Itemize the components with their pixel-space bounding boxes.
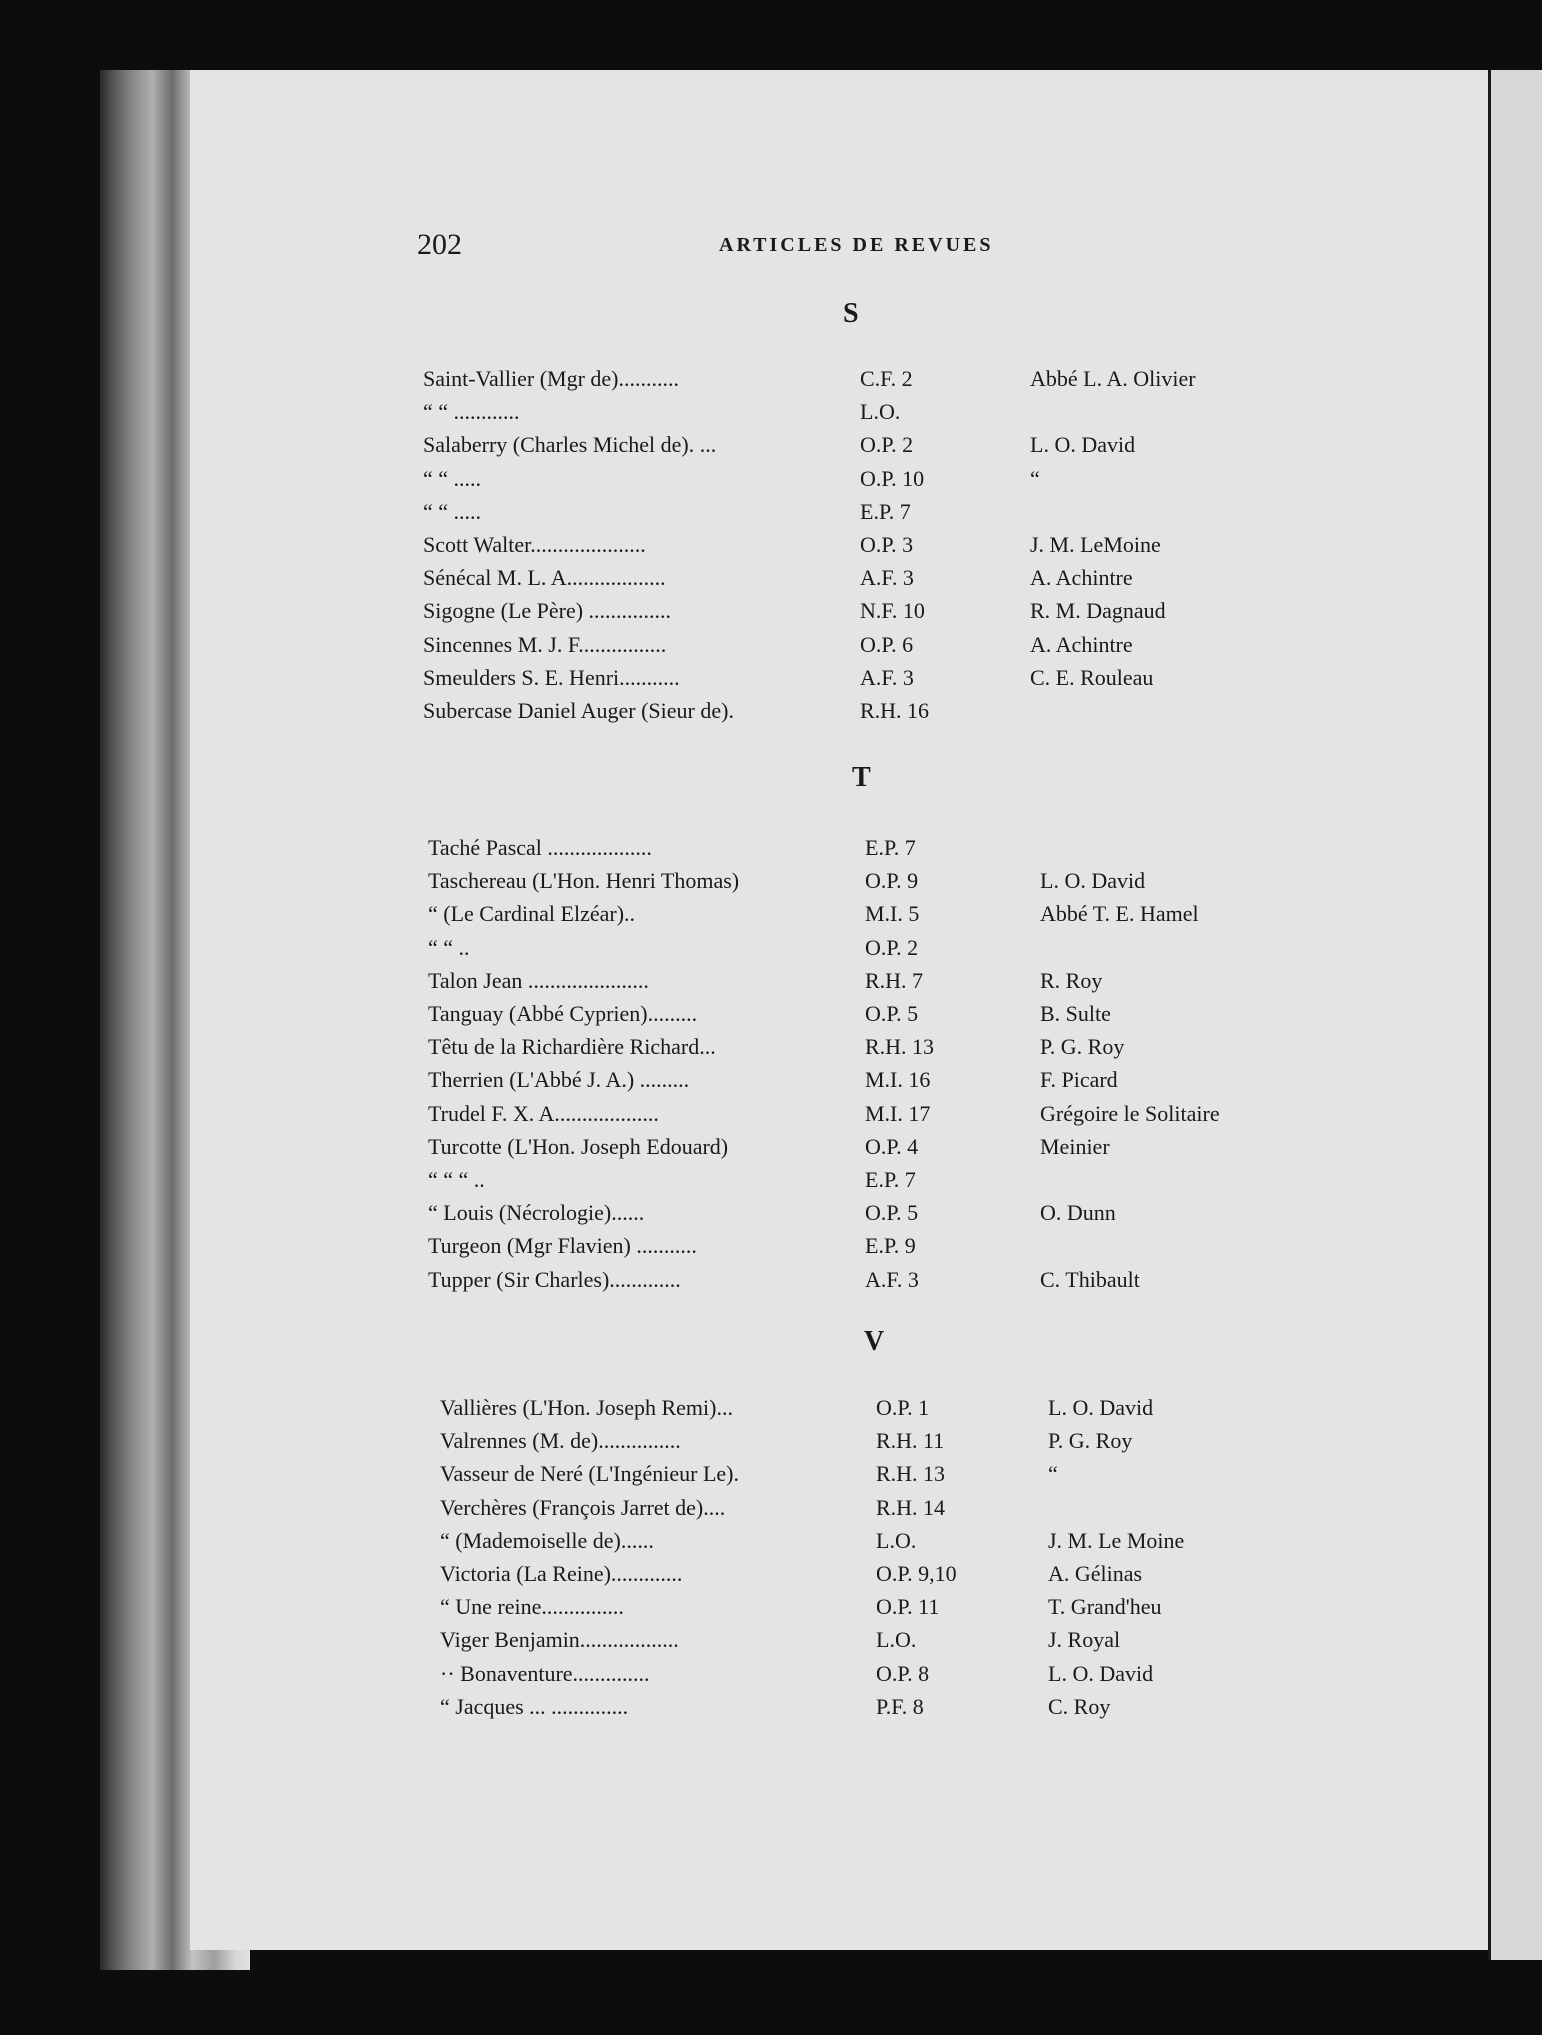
index-entry bbox=[428, 1067, 1328, 1099]
entry-author: A. Gélinas bbox=[1048, 1561, 1143, 1586]
entry-subject: “ (Le Cardinal Elzéar).. bbox=[428, 901, 636, 927]
entry-author: C. E. Rouleau bbox=[1030, 664, 1154, 690]
entry-author: T. Grand'heu bbox=[1048, 1594, 1162, 1620]
index-entry bbox=[423, 632, 1323, 664]
entry-subject: “ “ “ .. bbox=[428, 1167, 485, 1192]
entry-journal-ref: O.P. 2 bbox=[865, 934, 919, 960]
entry-author: F. Picard bbox=[1040, 1067, 1118, 1093]
entry-subject: “ (Mademoiselle de)...... bbox=[440, 1527, 654, 1553]
index-entry bbox=[428, 835, 1328, 867]
entry-journal-ref: A.F. 3 bbox=[860, 664, 914, 690]
entry-subject: Sigogne (Le Père) ............... bbox=[423, 598, 672, 624]
running-head-title: ARTICLES DE REVUES bbox=[719, 234, 994, 256]
entry-author: P. G. Roy bbox=[1048, 1428, 1133, 1454]
running-head bbox=[417, 228, 1017, 268]
section-letter-v: V bbox=[864, 1326, 885, 1357]
entry-subject: Sénécal M. L. A.................. bbox=[423, 565, 666, 591]
index-entry bbox=[428, 1233, 1328, 1265]
entry-subject: Viger Benjamin.................. bbox=[440, 1627, 679, 1653]
entry-journal-ref: L.O. bbox=[876, 1527, 917, 1553]
entry-author: R. Roy bbox=[1040, 967, 1103, 993]
index-entry bbox=[423, 499, 1323, 531]
entry-author: A. Achintre bbox=[1030, 565, 1133, 591]
entry-journal-ref: A.F. 3 bbox=[865, 1266, 919, 1292]
entry-subject: Valrennes (M. de)............... bbox=[440, 1428, 681, 1454]
index-entry bbox=[440, 1428, 1340, 1460]
entry-subject: Vallières (L'Hon. Joseph Remi)... bbox=[440, 1395, 733, 1420]
entry-author: B. Sulte bbox=[1040, 1001, 1111, 1026]
entry-journal-ref: O.P. 8 bbox=[876, 1660, 930, 1686]
index-entry bbox=[440, 1661, 1340, 1693]
entry-journal-ref: O.P. 6 bbox=[860, 631, 914, 657]
entry-author: O. Dunn bbox=[1040, 1200, 1116, 1226]
entry-subject: Smeulders S. E. Henri........... bbox=[423, 664, 680, 690]
index-entry bbox=[423, 665, 1323, 697]
entry-journal-ref: E.P. 7 bbox=[860, 498, 911, 524]
entry-author: J. M. LeMoine bbox=[1030, 532, 1161, 557]
entry-author: Grégoire le Solitaire bbox=[1040, 1100, 1220, 1126]
index-entry bbox=[440, 1594, 1340, 1626]
index-entry bbox=[428, 1267, 1328, 1299]
entry-subject: “ “ ..... bbox=[423, 465, 482, 491]
index-entry bbox=[423, 598, 1323, 630]
entry-author: L. O. David bbox=[1030, 432, 1136, 458]
entry-journal-ref: L.O. bbox=[860, 399, 901, 425]
index-entry bbox=[440, 1561, 1340, 1593]
facing-page-edge bbox=[1488, 70, 1542, 1960]
index-entry bbox=[423, 432, 1323, 464]
entry-journal-ref: L.O. bbox=[876, 1627, 917, 1653]
entry-journal-ref: R.H. 11 bbox=[876, 1428, 945, 1454]
entry-subject: Turgeon (Mgr Flavien) ........... bbox=[428, 1233, 697, 1259]
entry-subject: Trudel F. X. A................... bbox=[428, 1100, 659, 1126]
entry-journal-ref: R.H. 7 bbox=[865, 967, 924, 993]
entry-subject: Sincennes M. J. F................ bbox=[423, 631, 667, 657]
entry-journal-ref: E.P. 7 bbox=[865, 1167, 916, 1192]
entry-subject: Saint-Vallier (Mgr de)........... bbox=[423, 366, 679, 391]
entry-author: “ bbox=[1048, 1461, 1058, 1487]
entry-journal-ref: M.I. 16 bbox=[865, 1067, 931, 1093]
index-entry bbox=[428, 1101, 1328, 1133]
entry-subject: Tanguay (Abbé Cyprien)......... bbox=[428, 1001, 698, 1026]
index-entry bbox=[440, 1627, 1340, 1659]
entry-subject: Talon Jean ...................... bbox=[428, 967, 649, 993]
index-entry bbox=[423, 399, 1323, 431]
index-entry bbox=[423, 532, 1323, 564]
index-entry bbox=[428, 935, 1328, 967]
entry-journal-ref: M.I. 17 bbox=[865, 1100, 931, 1126]
entry-subject: Therrien (L'Abbé J. A.) ......... bbox=[428, 1067, 690, 1093]
index-entry bbox=[440, 1694, 1340, 1726]
page-number: 202 bbox=[417, 228, 462, 261]
entry-author: Abbé L. A. Olivier bbox=[1030, 366, 1196, 391]
entry-author: Meinier bbox=[1040, 1133, 1110, 1159]
entry-subject: Turcotte (L'Hon. Joseph Edouard) bbox=[428, 1133, 729, 1159]
index-entry bbox=[428, 1034, 1328, 1066]
entry-subject: Scott Walter..................... bbox=[423, 532, 646, 557]
entry-journal-ref: P.F. 8 bbox=[876, 1693, 924, 1719]
index-entry bbox=[423, 565, 1323, 597]
entry-journal-ref: O.P. 9 bbox=[865, 868, 919, 894]
entry-subject: “ “ .. bbox=[428, 934, 470, 960]
entry-subject: Verchères (François Jarret de).... bbox=[440, 1494, 726, 1520]
entry-author: C. Thibault bbox=[1040, 1266, 1140, 1292]
entry-author: C. Roy bbox=[1048, 1693, 1111, 1719]
index-entry bbox=[428, 1001, 1328, 1033]
entry-journal-ref: O.P. 1 bbox=[876, 1395, 930, 1420]
index-entry bbox=[440, 1461, 1340, 1493]
entry-subject: “ “ ..... bbox=[423, 498, 482, 524]
entry-subject: “ Louis (Nécrologie)...... bbox=[428, 1200, 645, 1226]
entry-journal-ref: O.P. 4 bbox=[865, 1133, 919, 1159]
entry-author: R. M. Dagnaud bbox=[1030, 598, 1166, 624]
entry-author: J. M. Le Moine bbox=[1048, 1527, 1185, 1553]
entry-author: “ bbox=[1030, 465, 1040, 491]
entry-subject: Victoria (La Reine)............. bbox=[440, 1561, 683, 1586]
entry-journal-ref: R.H. 13 bbox=[876, 1461, 946, 1487]
entry-author: P. G. Roy bbox=[1040, 1034, 1125, 1060]
entry-journal-ref: E.P. 7 bbox=[865, 835, 916, 860]
entry-journal-ref: E.P. 9 bbox=[865, 1233, 916, 1259]
entry-author: A. Achintre bbox=[1030, 631, 1133, 657]
entry-journal-ref: O.P. 9,10 bbox=[876, 1561, 957, 1586]
entry-journal-ref: O.P. 5 bbox=[865, 1001, 919, 1026]
entry-journal-ref: O.P. 3 bbox=[860, 532, 914, 557]
entry-subject: Têtu de la Richardière Richard... bbox=[428, 1034, 716, 1060]
section-letter-t: T bbox=[852, 762, 871, 793]
entry-subject: ·· Bonaventure.............. bbox=[440, 1660, 650, 1686]
index-entry bbox=[428, 901, 1328, 933]
entry-subject: “ Jacques ... .............. bbox=[440, 1693, 629, 1719]
index-entry bbox=[423, 466, 1323, 498]
index-entry bbox=[440, 1495, 1340, 1527]
index-entry bbox=[428, 1134, 1328, 1166]
entry-subject: Tupper (Sir Charles)............. bbox=[428, 1266, 681, 1292]
entry-author: L. O. David bbox=[1048, 1395, 1154, 1420]
index-entry bbox=[428, 968, 1328, 1000]
index-entry bbox=[423, 366, 1323, 398]
entry-journal-ref: O.P. 5 bbox=[865, 1200, 919, 1226]
entry-subject: Subercase Daniel Auger (Sieur de). bbox=[423, 698, 734, 723]
entry-subject: Taché Pascal ................... bbox=[428, 835, 652, 860]
entry-author: L. O. David bbox=[1040, 868, 1146, 894]
entry-subject: “ “ ............ bbox=[423, 399, 520, 425]
index-entry bbox=[428, 868, 1328, 900]
entry-journal-ref: R.H. 14 bbox=[876, 1494, 946, 1520]
index-entry bbox=[440, 1395, 1340, 1427]
entry-journal-ref: R.H. 16 bbox=[860, 698, 930, 723]
entry-journal-ref: A.F. 3 bbox=[860, 565, 914, 591]
entry-journal-ref: C.F. 2 bbox=[860, 366, 913, 391]
entry-subject: “ Une reine............... bbox=[440, 1594, 624, 1620]
index-entry bbox=[428, 1167, 1328, 1199]
entry-journal-ref: N.F. 10 bbox=[860, 598, 925, 624]
entry-journal-ref: O.P. 11 bbox=[876, 1594, 940, 1620]
entry-journal-ref: O.P. 2 bbox=[860, 432, 914, 458]
index-entry bbox=[440, 1528, 1340, 1560]
entry-subject: Vasseur de Neré (L'Ingénieur Le). bbox=[440, 1461, 739, 1487]
section-letter-s: S bbox=[843, 298, 859, 329]
index-entry bbox=[423, 698, 1323, 730]
entry-subject: Taschereau (L'Hon. Henri Thomas) bbox=[428, 868, 740, 894]
index-entry bbox=[428, 1200, 1328, 1232]
entry-journal-ref: R.H. 13 bbox=[865, 1034, 935, 1060]
entry-subject: Salaberry (Charles Michel de). ... bbox=[423, 432, 717, 458]
entry-author: J. Royal bbox=[1048, 1627, 1121, 1653]
entry-author: L. O. David bbox=[1048, 1660, 1154, 1686]
entry-journal-ref: O.P. 10 bbox=[860, 465, 925, 491]
entry-author: Abbé T. E. Hamel bbox=[1040, 901, 1199, 927]
entry-journal-ref: M.I. 5 bbox=[865, 901, 920, 927]
